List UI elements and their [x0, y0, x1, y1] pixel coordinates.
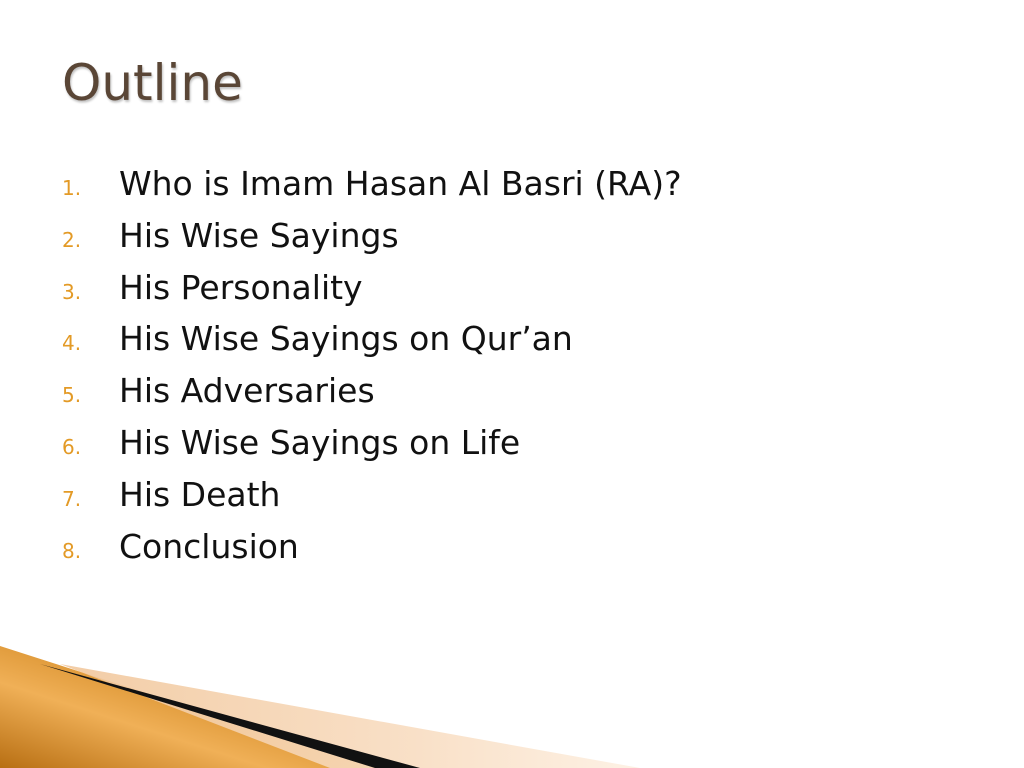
outline-item-number: 4.	[62, 331, 82, 356]
outline-item-number: 8.	[62, 538, 82, 563]
outline-item-text: His Death	[119, 474, 281, 514]
outline-item-text: Who is Imam Hasan Al Basri (RA)?	[119, 164, 682, 203]
outline-item-text: His Wise Sayings	[119, 215, 399, 255]
outline-item-number: 7.	[62, 486, 82, 511]
outline-item-number: 5.	[62, 383, 82, 408]
outline-item-text: His Wise Sayings on Life	[119, 422, 521, 462]
outline-item-number: 2.	[62, 227, 82, 252]
outline-item-number: 3.	[62, 279, 82, 304]
outline-item-text: His Adversaries	[119, 371, 375, 411]
slide-title: Outline	[62, 54, 243, 112]
outline-item-number: 1.	[62, 176, 82, 200]
outline-item-text: Conclusion	[119, 526, 299, 566]
outline-item-text: His Wise Sayings on Qur’an	[119, 319, 573, 359]
outline-item-text: His Personality	[119, 267, 363, 307]
outline-item-number: 6.	[62, 434, 82, 459]
